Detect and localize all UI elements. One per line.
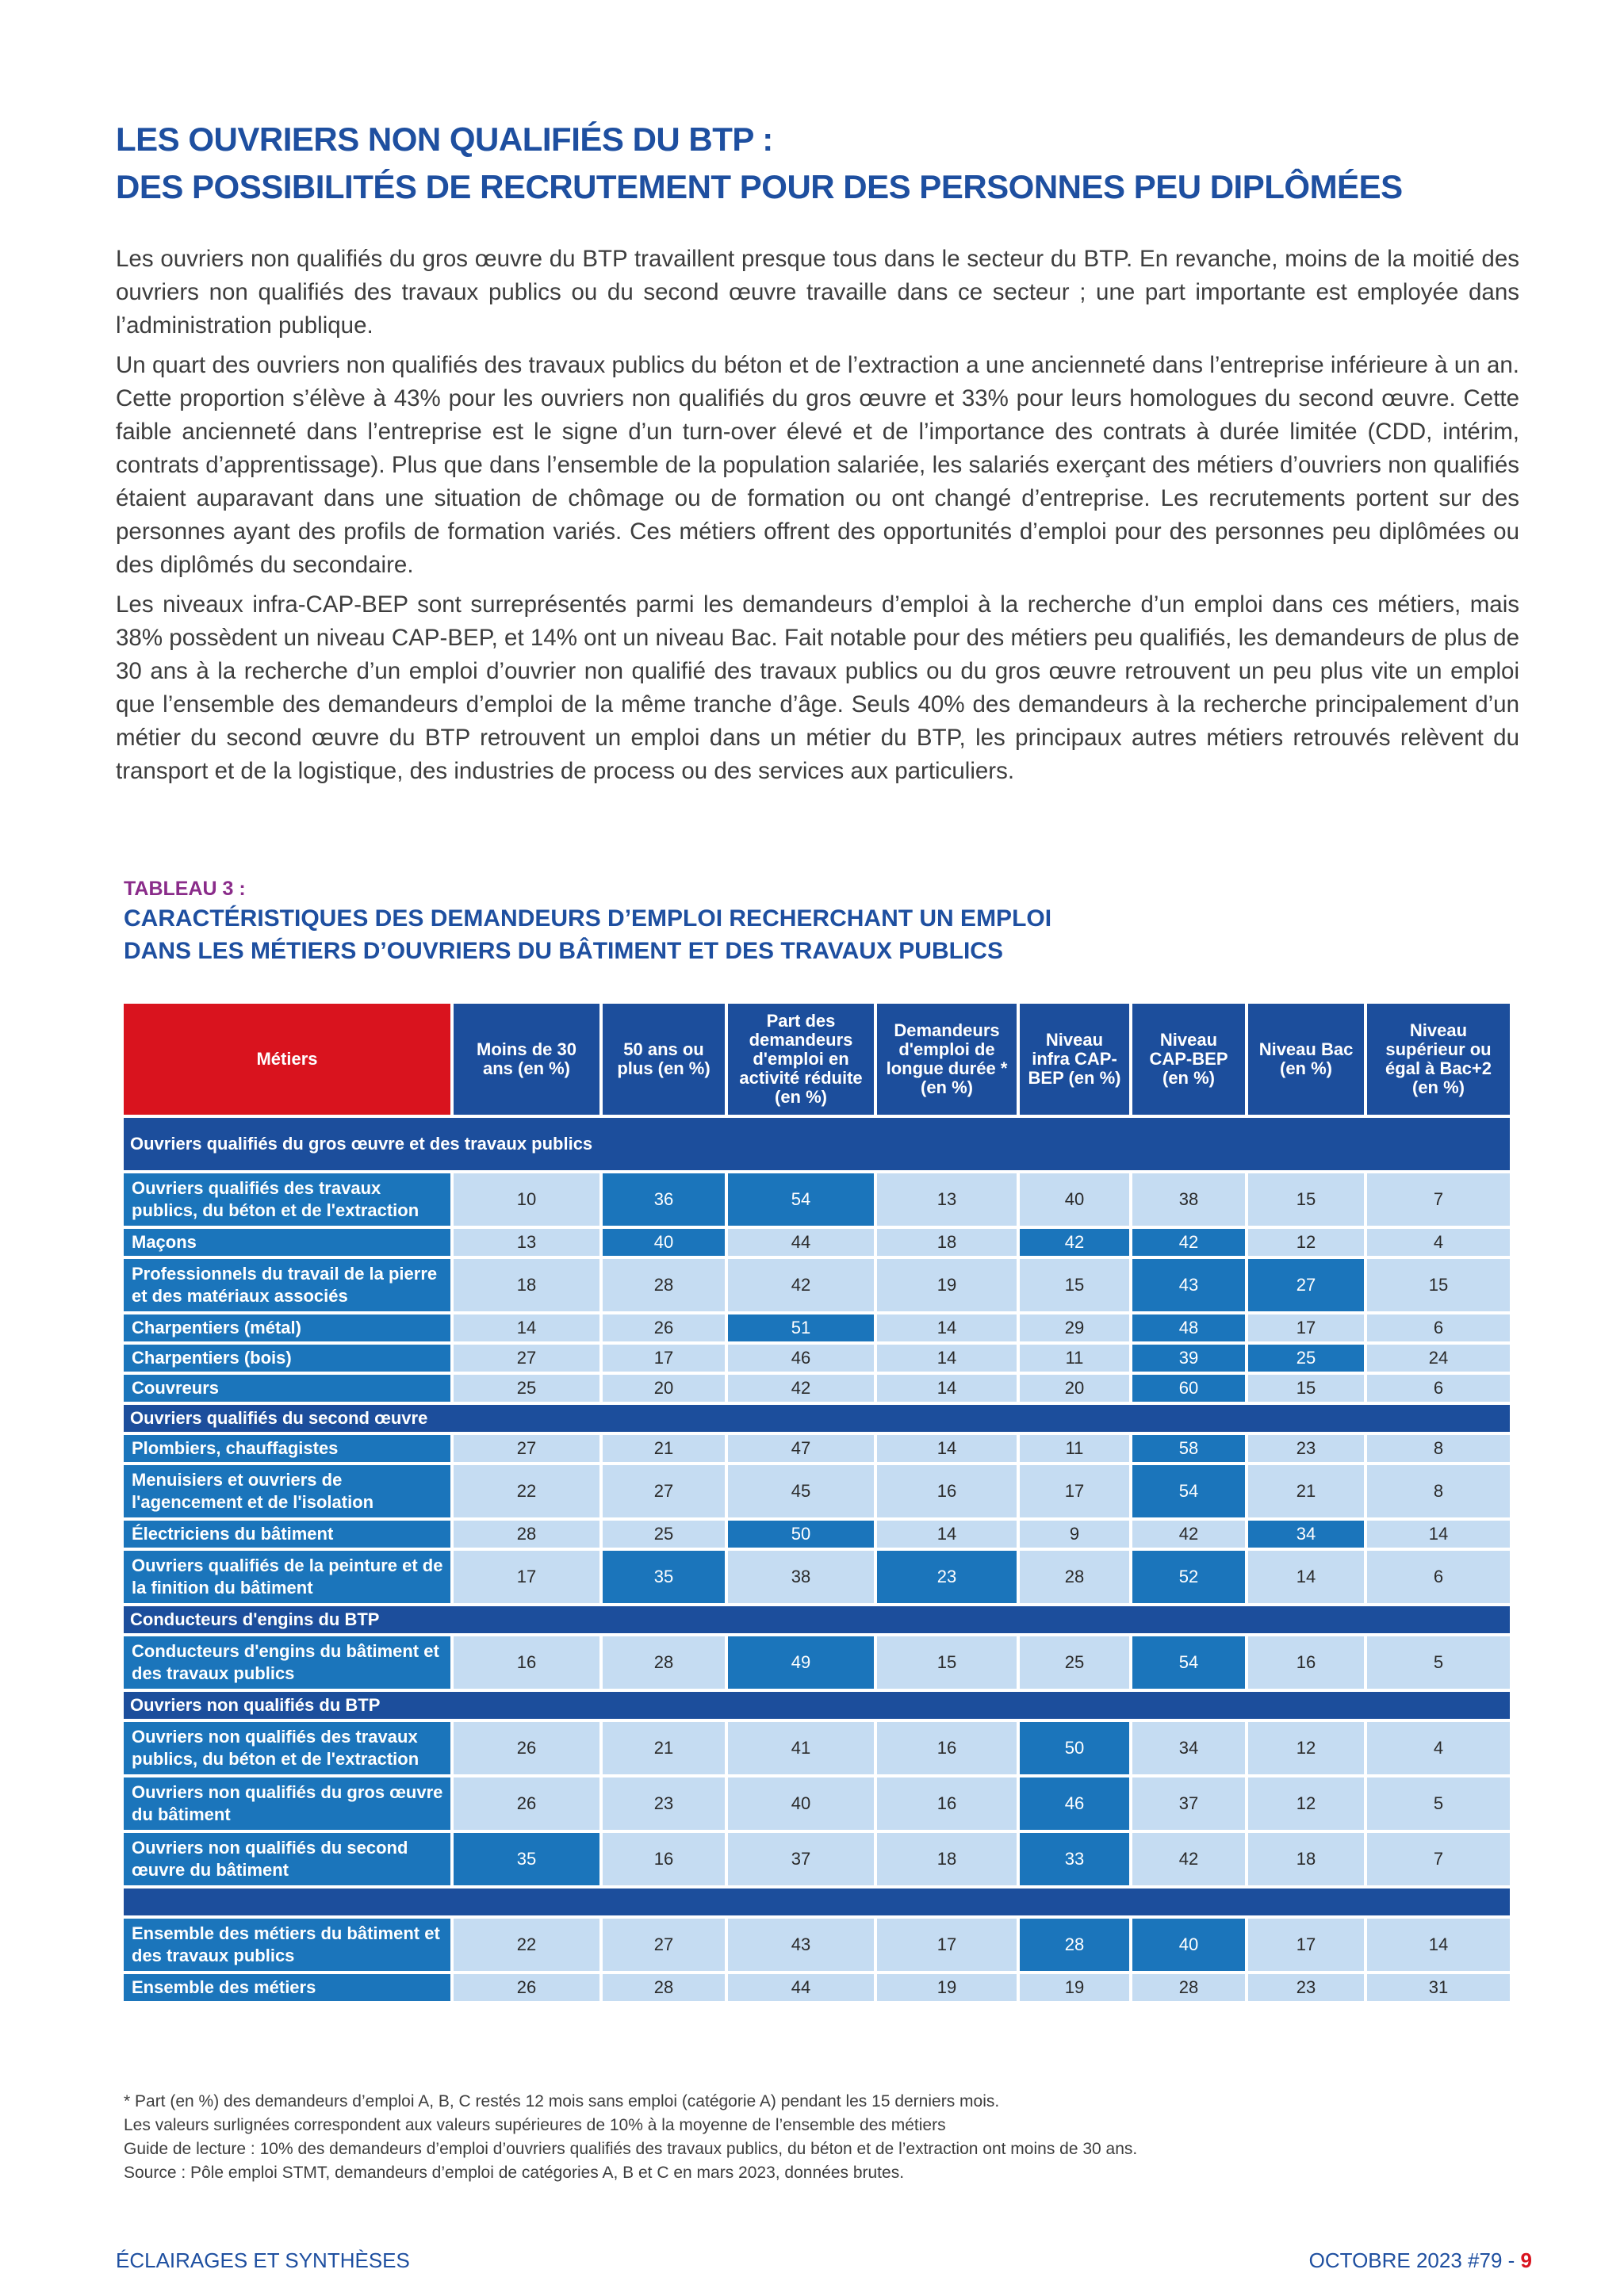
table-cell: 23 — [601, 1776, 726, 1831]
table-row — [122, 1973, 1511, 2003]
table-cell: 50 — [1018, 1720, 1131, 1776]
table-row — [122, 1776, 1511, 1831]
table-cell: 40 — [1131, 1917, 1247, 1973]
table-cell: 15 — [1247, 1373, 1365, 1403]
table-cell: 10 — [452, 1172, 601, 1227]
footer-issue — [1300, 2248, 1532, 2273]
table-cell: 42 — [1018, 1227, 1131, 1257]
table-notes — [124, 2090, 1511, 2185]
table-cell: 20 — [1018, 1373, 1131, 1403]
column-header: Niveau infra CAP-BEP (en %) — [1018, 1002, 1131, 1116]
table-cell: 25 — [601, 1519, 726, 1549]
table-cell: 60 — [1131, 1373, 1247, 1403]
table-title — [124, 902, 1472, 967]
table-cell: 21 — [601, 1433, 726, 1464]
table-cell: 14 — [875, 1373, 1018, 1403]
note-line: Source : Pôle emploi STMT, demandeurs d’emploi de catégories A, B et C en mars 2023, données brutes. — [124, 2164, 905, 2182]
page-title-line-1: LES OUVRIERS NON QUALIFIÉS DU BTP : — [116, 121, 773, 158]
table-cell: 40 — [726, 1776, 875, 1831]
table-cell: 23 — [1247, 1433, 1365, 1464]
section-header-row — [122, 1605, 1511, 1635]
table-cell: 21 — [1247, 1464, 1365, 1519]
table-row — [122, 1831, 1511, 1887]
table-cell: 13 — [875, 1172, 1018, 1227]
table-row — [122, 1917, 1511, 1973]
table-cell: 34 — [1247, 1519, 1365, 1549]
table-cell: 50 — [726, 1519, 875, 1549]
section-label: Ouvriers qualifiés du gros œuvre et des travaux publics — [122, 1116, 1511, 1172]
table-cell: 18 — [875, 1831, 1018, 1887]
table-cell: 19 — [875, 1257, 1018, 1313]
table-cell: 25 — [1247, 1343, 1365, 1373]
table-cell: 4 — [1365, 1720, 1511, 1776]
table-cell: 6 — [1365, 1373, 1511, 1403]
table-cell: 54 — [1131, 1635, 1247, 1690]
table-cell: 46 — [726, 1343, 875, 1373]
table-cell: 42 — [726, 1257, 875, 1313]
row-label: Charpentiers (métal) — [122, 1313, 452, 1343]
table-title-line-1: CARACTÉRISTIQUES DES DEMANDEURS D’EMPLOI RECHERCHANT UN EMPLOI — [124, 905, 1052, 932]
table-cell: 7 — [1365, 1831, 1511, 1887]
table-cell: 26 — [601, 1313, 726, 1343]
table-cell: 42 — [1131, 1831, 1247, 1887]
table-cell: 42 — [1131, 1519, 1247, 1549]
row-label: Ensemble des métiers du bâtiment et des travaux publics — [122, 1917, 452, 1973]
table-cell: 8 — [1365, 1464, 1511, 1519]
table-cell: 19 — [1018, 1973, 1131, 2003]
table-cell: 15 — [1247, 1172, 1365, 1227]
table-cell: 16 — [1247, 1635, 1365, 1690]
table-cell: 15 — [875, 1635, 1018, 1690]
table-cell: 35 — [601, 1549, 726, 1605]
table-cell: 28 — [1018, 1549, 1131, 1605]
table-cell: 17 — [1018, 1464, 1131, 1519]
table-row — [122, 1172, 1511, 1227]
table-cell: 11 — [1018, 1343, 1131, 1373]
table-row — [122, 1373, 1511, 1403]
row-label: Plombiers, chauffagistes — [122, 1433, 452, 1464]
table-cell: 42 — [726, 1373, 875, 1403]
table-cell: 14 — [875, 1433, 1018, 1464]
table-cell: 27 — [1247, 1257, 1365, 1313]
table-cell: 4 — [1365, 1227, 1511, 1257]
table-cell: 27 — [601, 1464, 726, 1519]
table-cell: 26 — [452, 1720, 601, 1776]
table-cell: 18 — [1247, 1831, 1365, 1887]
footer-issue-text: OCTOBRE 2023 #79 - — [1308, 2248, 1521, 2272]
table-cell: 28 — [452, 1519, 601, 1549]
table-cell: 25 — [1018, 1635, 1131, 1690]
table-cell: 23 — [875, 1549, 1018, 1605]
table-cell: 12 — [1247, 1227, 1365, 1257]
row-label: Menuisiers et ouvriers de l'agencement et de l'isolation — [122, 1464, 452, 1519]
column-header: Part des demandeurs d'emploi en activité réduite (en %) — [726, 1002, 875, 1116]
table-cell: 46 — [1018, 1776, 1131, 1831]
table-cell: 15 — [1018, 1257, 1131, 1313]
table-cell: 24 — [1365, 1343, 1511, 1373]
section-label: Conducteurs d'engins du BTP — [122, 1605, 1511, 1635]
table-row — [122, 1313, 1511, 1343]
table-row — [122, 1464, 1511, 1519]
row-label: Ouvriers qualifiés de la peinture et de la finition du bâtiment — [122, 1549, 452, 1605]
section-header-row — [122, 1116, 1511, 1172]
table-cell: 14 — [1365, 1917, 1511, 1973]
note-line: Guide de lecture : 10% des demandeurs d’emploi d’ouvriers qualifiés des travaux publics, du béton et de l’extraction ont moins de 30 ans. — [124, 2140, 1138, 2158]
table-title-line-2: DANS LES MÉTIERS D’OUVRIERS DU BÂTIMENT ET DES TRAVAUX PUBLICS — [124, 938, 1003, 964]
table-cell: 37 — [1131, 1776, 1247, 1831]
data-table — [121, 1001, 1513, 2004]
paragraph: Un quart des ouvriers non qualifiés des travaux publics du béton et de l’extraction a une ancienneté dans l’entreprise inférieure à un an. Cette proportion s’élève à 43% pour les ouvriers non qualifiés du gros œuvre et 33% pour leurs homologues du second œuvre. Cette faible ancienneté dans l’entreprise est le signe d’un turn-over élevé et de l’importance des contrats à durée limitée (CDD, intérim, contrats d’apprentissage). Plus que dans l’ensemble de la population salariée, les salariés exerçant des métiers d’ouvriers non qualifiés étaient auparavant dans une situation de chômage ou de formation ou ont changé d’entreprise. Les recrutements portent sur des personnes ayant des profils de formation variés. Ces métiers offrent des opportunités d’emploi pour des personnes peu diplômées ou des diplômés du secondaire. — [116, 352, 1519, 578]
table-cell: 38 — [726, 1549, 875, 1605]
table-row — [122, 1720, 1511, 1776]
table-cell: 44 — [726, 1973, 875, 2003]
table-cell: 17 — [1247, 1313, 1365, 1343]
note-line: * Part (en %) des demandeurs d’emploi A, B, C restés 12 mois sans emploi (catégorie A) pendant les 15 derniers mois. — [124, 2092, 1000, 2110]
table-row — [122, 1519, 1511, 1549]
section-header-row — [122, 1403, 1511, 1433]
table-cell: 48 — [1131, 1313, 1247, 1343]
column-header: Niveau Bac (en %) — [1247, 1002, 1365, 1116]
table-cell: 8 — [1365, 1433, 1511, 1464]
section-label: Ouvriers non qualifiés du BTP — [122, 1690, 1511, 1720]
table-cell: 26 — [452, 1776, 601, 1831]
section-label: Ouvriers qualifiés du second œuvre — [122, 1403, 1511, 1433]
table-cell: 47 — [726, 1433, 875, 1464]
table-cell: 27 — [452, 1343, 601, 1373]
table-cell: 14 — [1247, 1549, 1365, 1605]
table-cell: 5 — [1365, 1635, 1511, 1690]
table-cell: 35 — [452, 1831, 601, 1887]
paragraph: Les ouvriers non qualifiés du gros œuvre du BTP travaillent presque tous dans le secteur du BTP. En revanche, moins de la moitié des ouvriers non qualifiés des travaux publics ou du second œuvre travaille dans ce secteur ; une part importante est employée dans l’administration publique. — [116, 246, 1519, 339]
table-cell: 29 — [1018, 1313, 1131, 1343]
row-label: Couvreurs — [122, 1373, 452, 1403]
table-cell: 17 — [875, 1917, 1018, 1973]
table-cell: 9 — [1018, 1519, 1131, 1549]
table-cell: 38 — [1131, 1172, 1247, 1227]
table-cell: 37 — [726, 1831, 875, 1887]
table-row — [122, 1343, 1511, 1373]
table-cell: 25 — [452, 1373, 601, 1403]
table-cell: 11 — [1018, 1433, 1131, 1464]
table-row — [122, 1635, 1511, 1690]
table-spacer-row — [122, 1887, 1511, 1917]
table-cell: 6 — [1365, 1313, 1511, 1343]
table-cell: 13 — [452, 1227, 601, 1257]
table-cell: 18 — [875, 1227, 1018, 1257]
table-cell: 17 — [452, 1549, 601, 1605]
table-row — [122, 1549, 1511, 1605]
row-label: Ouvriers non qualifiés du gros œuvre du bâtiment — [122, 1776, 452, 1831]
table-cell: 27 — [452, 1433, 601, 1464]
column-header: Moins de 30 ans (en %) — [452, 1002, 601, 1116]
table-cell: 7 — [1365, 1172, 1511, 1227]
table-cell: 54 — [1131, 1464, 1247, 1519]
table-cell: 23 — [1247, 1973, 1365, 2003]
table-cell: 43 — [1131, 1257, 1247, 1313]
table-cell: 43 — [726, 1917, 875, 1973]
table-header-row — [122, 1002, 1511, 1116]
table-cell: 6 — [1365, 1549, 1511, 1605]
table-cell: 16 — [875, 1464, 1018, 1519]
table-cell: 17 — [1247, 1917, 1365, 1973]
row-label: Ouvriers non qualifiés des travaux publics, du béton et de l'extraction — [122, 1720, 452, 1776]
footer-publication: ÉCLAIRAGES ET SYNTHÈSES — [116, 2248, 410, 2272]
table-cell: 42 — [1131, 1227, 1247, 1257]
table-body — [122, 1116, 1511, 2003]
table-cell: 12 — [1247, 1776, 1365, 1831]
row-label: Ouvriers non qualifiés du second œuvre du bâtiment — [122, 1831, 452, 1887]
row-label: Conducteurs d'engins du bâtiment et des travaux publics — [122, 1635, 452, 1690]
table-cell: 52 — [1131, 1549, 1247, 1605]
table-cell: 28 — [1131, 1973, 1247, 2003]
row-label: Électriciens du bâtiment — [122, 1519, 452, 1549]
table-cell: 17 — [601, 1343, 726, 1373]
table-caption — [124, 875, 1472, 967]
column-header: Niveau supérieur ou égal à Bac+2 (en %) — [1365, 1002, 1511, 1116]
column-header: 50 ans ou plus (en %) — [601, 1002, 726, 1116]
table-cell: 33 — [1018, 1831, 1131, 1887]
row-label: Professionnels du travail de la pierre et des matériaux associés — [122, 1257, 452, 1313]
table-cell: 39 — [1131, 1343, 1247, 1373]
table-cell: 5 — [1365, 1776, 1511, 1831]
spacer-cell — [122, 1887, 1511, 1917]
table-cell: 15 — [1365, 1257, 1511, 1313]
table-cell: 16 — [875, 1776, 1018, 1831]
page-title-line-2: DES POSSIBILITÉS DE RECRUTEMENT POUR DES PERSONNES PEU DIPLÔMÉES — [116, 168, 1403, 205]
table-cell: 28 — [601, 1635, 726, 1690]
row-label: Ouvriers qualifiés des travaux publics, du béton et de l'extraction — [122, 1172, 452, 1227]
row-label: Maçons — [122, 1227, 452, 1257]
table-cell: 22 — [452, 1464, 601, 1519]
table-cell: 26 — [452, 1973, 601, 2003]
table-cell: 27 — [601, 1917, 726, 1973]
page-title — [116, 116, 1527, 211]
table-cell: 21 — [601, 1720, 726, 1776]
note-line: Les valeurs surlignées correspondent aux valeurs supérieures de 10% à la moyenne de l’ensemble des métiers — [124, 2116, 946, 2134]
table-row — [122, 1227, 1511, 1257]
body-text — [116, 243, 1519, 794]
table-cell: 22 — [452, 1917, 601, 1973]
table-cell: 18 — [452, 1257, 601, 1313]
column-header-metiers: Métiers — [122, 1002, 452, 1116]
table-cell: 28 — [601, 1973, 726, 2003]
table-cell: 28 — [1018, 1917, 1131, 1973]
table-cell: 28 — [601, 1257, 726, 1313]
table-cell: 14 — [875, 1313, 1018, 1343]
row-label: Ensemble des métiers — [122, 1973, 452, 2003]
table-cell: 31 — [1365, 1973, 1511, 2003]
page-number: 9 — [1520, 2248, 1532, 2272]
table-cell: 19 — [875, 1973, 1018, 2003]
table-cell: 14 — [875, 1343, 1018, 1373]
row-label: Charpentiers (bois) — [122, 1343, 452, 1373]
column-header: Demandeurs d'emploi de longue durée * (en %) — [875, 1002, 1018, 1116]
table-cell: 14 — [1365, 1519, 1511, 1549]
table-label: TABLEAU 3 : — [124, 878, 246, 900]
table-cell: 16 — [875, 1720, 1018, 1776]
table-cell: 34 — [1131, 1720, 1247, 1776]
table-cell: 45 — [726, 1464, 875, 1519]
table-cell: 49 — [726, 1635, 875, 1690]
table-cell: 16 — [452, 1635, 601, 1690]
table-cell: 51 — [726, 1313, 875, 1343]
table-cell: 40 — [601, 1227, 726, 1257]
column-header: Niveau CAP-BEP (en %) — [1131, 1002, 1247, 1116]
table-cell: 44 — [726, 1227, 875, 1257]
table-cell: 41 — [726, 1720, 875, 1776]
table-cell: 20 — [601, 1373, 726, 1403]
paragraph: Les niveaux infra-CAP-BEP sont surreprésentés parmi les demandeurs d’emploi à la recherche d’un emploi dans ces métiers, mais 38% possèdent un niveau CAP-BEP, et 14% ont un niveau Bac. Fait notable pour des métiers peu qualifiés, les demandeurs de plus de 30 ans à la recherche d’un emploi d’ouvrier non qualifié des travaux publics ou du gros œuvre retrouvent un peu plus vite un emploi que l’ensemble des demandeurs d’emploi de la même tranche d’âge. Seuls 40% des demandeurs à la recherche principalement d’un métier du second œuvre du BTP retrouvent un emploi dans un métier du BTP, les principaux autres métiers retrouvés relèvent du transport et de la logistique, des industries de process ou des services aux particuliers. — [116, 591, 1519, 784]
table-cell: 14 — [875, 1519, 1018, 1549]
table-cell: 40 — [1018, 1172, 1131, 1227]
table-cell: 12 — [1247, 1720, 1365, 1776]
section-header-row — [122, 1690, 1511, 1720]
table-cell: 58 — [1131, 1433, 1247, 1464]
table-cell: 16 — [601, 1831, 726, 1887]
table-cell: 54 — [726, 1172, 875, 1227]
table-row — [122, 1257, 1511, 1313]
table-cell: 14 — [452, 1313, 601, 1343]
table-cell: 36 — [601, 1172, 726, 1227]
table-row — [122, 1433, 1511, 1464]
